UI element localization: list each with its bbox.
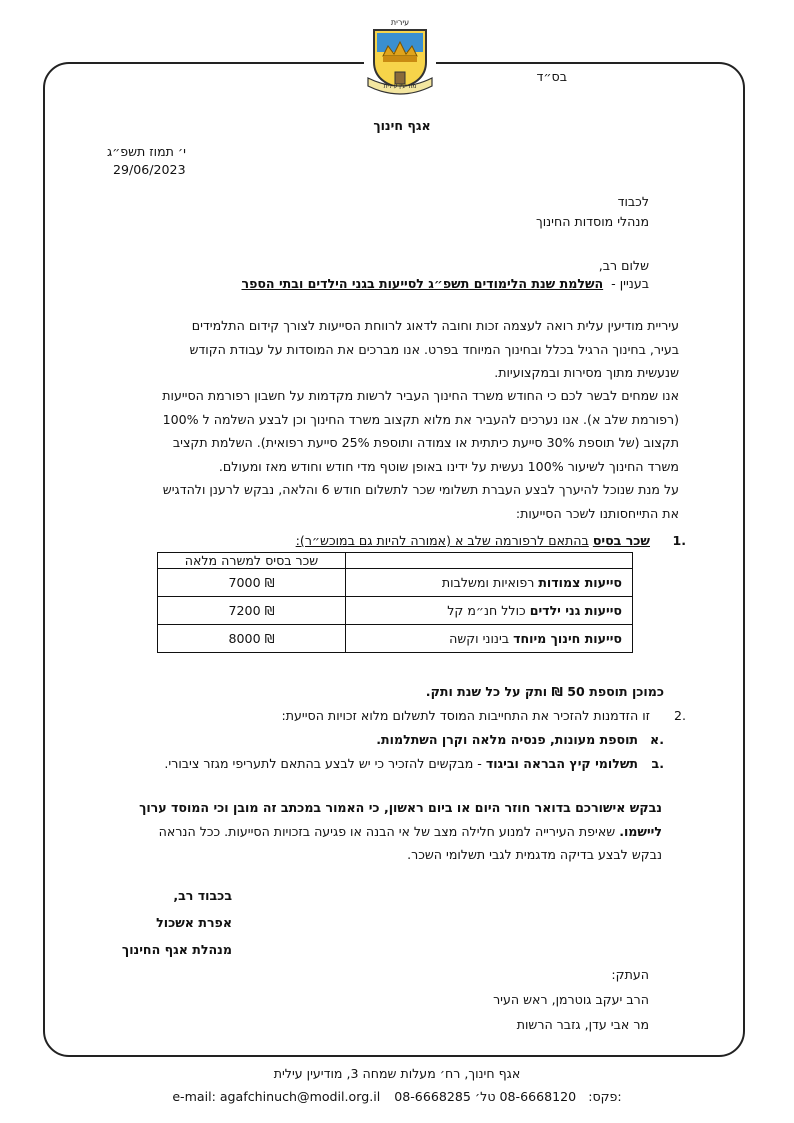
table-header-empty xyxy=(346,553,633,569)
recipient-name: מנהלי מוסדות החינוך xyxy=(535,214,649,229)
subject-prefix: בעניין - xyxy=(611,276,649,291)
table-row-amount: 7200 ₪ xyxy=(158,597,346,625)
text-line: אנו שמחים לבשר לכם כי החודש משרד החינוך העביר לרשות מקדמות על חשבון רפורמת הסייעות xyxy=(162,388,679,403)
section-1-title xyxy=(296,533,650,548)
footer-fax-label: פקס: xyxy=(588,1089,618,1104)
text-line: תקצוב (של תוספת 30% סייעת כיתתית או צמודה ותוספת 25% סייעת רפואית). השלמת תקציב xyxy=(172,435,679,450)
seniority-note: כמוכן תוספת 50 ₪ ותק על כל שנת ותק. xyxy=(425,684,664,699)
footer-phone-label: טל׳: xyxy=(474,1089,622,1104)
city-emblem xyxy=(364,16,436,102)
item-a-text: תוספת מעונות, פנסיה מלאה וקרן השתלמות. xyxy=(376,732,638,747)
section-2-number: 2. xyxy=(673,708,686,723)
subject-line xyxy=(242,276,650,291)
section-1-title-rest: בהתאם לרפורמה שלב א (אמורה להיות גם במוכש״ר): xyxy=(295,533,589,548)
footer-fax-number: 08-6668285 xyxy=(394,1089,471,1104)
recipient-salutation: לכבוד xyxy=(617,194,649,209)
signature-block xyxy=(122,882,232,963)
text-line: ליישמו. שאיפת העירייה למנוע חלילה מצב של אי הבנה או פגיעה בזכויות הסייעות. ככל הנראה xyxy=(158,823,662,839)
text-line: (רפורמת שלב א). אנו נערכים להעביר את מלוא תקצוב משרד החינוך וכן לבצע השלמה ל 100% xyxy=(162,411,679,427)
table-header-row xyxy=(158,553,633,569)
table-row xyxy=(158,597,633,625)
section-2-intro: זו הזדמנות להזכיר את התחייבות המוסד לתשלום מלוא זכויות הסייעת: xyxy=(281,708,650,723)
salary-table xyxy=(157,552,633,653)
cc-recipient: הרב יעקב גוטרמן, ראש העיר xyxy=(493,992,649,1007)
footer-contact xyxy=(0,1086,794,1108)
text-line: משרד החינוך לשיעור 100% נעשית על ידינו באופן שוטף מדי חודש וחודש מאז ומעולם. xyxy=(218,458,679,474)
body-paragraph-3 xyxy=(163,478,679,525)
section-1-title-bold: שכר בסיס xyxy=(592,533,650,548)
emblem-city-label: עירית xyxy=(390,18,410,27)
gregorian-date: 29/06/2023 xyxy=(113,162,186,177)
text-line: בעיר, בחינוך הרגיל בכלל ובחינוך המיוחד בפרט. אנו מברכים את המוסדות על עבודת הקודש xyxy=(189,341,679,357)
body-paragraph-1 xyxy=(189,314,679,385)
table-row xyxy=(158,625,633,653)
table-row xyxy=(158,569,633,597)
text-line: שנעשית מתוך מסירות ובמקצועיות. xyxy=(494,365,679,380)
section-1-number: 1. xyxy=(672,533,686,548)
text-line: על מנת שנוכל להיערך לבצע העברת תשלומי שכר לתשלום חודש 6 והלאה, נבקש לרענן ולהדגיש xyxy=(162,482,679,497)
signature-closing: בכבוד רב, xyxy=(173,888,232,903)
footer-email[interactable]: e-mail: agafchinuch@modil.org.il xyxy=(172,1089,381,1104)
table-row-label: סייעות חינוך מיוחד בינוני וקשה xyxy=(346,625,633,653)
body-paragraph-2 xyxy=(162,384,679,478)
cc-recipient: מר אבי עדן, גזבר הרשות xyxy=(516,1017,649,1032)
text-line: את התייחסותנו לשכר הסייעות: xyxy=(515,505,679,521)
bsd-mark: בס״ד xyxy=(536,69,567,84)
signature-title: מנהלת אגף החינוך xyxy=(121,942,232,957)
item-a-letter: א. xyxy=(650,732,664,747)
text-line: נבקש לבצע בדיקה מדגמית לגבי תשלומי השכר. xyxy=(407,847,662,862)
signature-name: אפרת אשכול xyxy=(156,915,232,930)
cc-title: העתק: xyxy=(611,967,649,982)
greeting: שלום רב, xyxy=(598,258,649,273)
emblem-ribbon-text: מודיעין עילית xyxy=(383,83,417,90)
table-row-amount: 8000 ₪ xyxy=(158,625,346,653)
table-row-label: סייעות גני ילדים כולל חנ״מ קל xyxy=(346,597,633,625)
item-b-text: תשלומי קיץ הבראה וביגוד - מבקשים להזכיר כי יש לבצע בהתאם לתעריפי מגזר ציבורי. xyxy=(164,756,638,771)
table-row-amount: 7000 ₪ xyxy=(158,569,346,597)
hebrew-date: י׳ תמוז תשפ״ג xyxy=(106,144,186,159)
item-b-letter: ב. xyxy=(651,756,664,771)
footer-address: אגף חינוך, רח׳ מעלות שמחה 3, מודיעין עילית xyxy=(273,1066,521,1081)
table-row-label: סייעות צמודות רפואיות ומשלבות xyxy=(346,569,633,597)
footer-phone-number: 08-6668120 xyxy=(499,1089,577,1104)
table-header-cell: שכר בסיס למשרה מלאה xyxy=(158,553,346,569)
cc-block xyxy=(493,962,649,1037)
text-line: נבקש אישורכם בדואר חוזר היום או ביום ראשון, כי האמור במכתב זה מובן וכי המוסד ערוך xyxy=(139,800,662,815)
text-line: עיריית מודיעין עלית רואה לעצמה זכות וחובה לדאוג לרווחת הסייעות לצורך קידום התלמידים xyxy=(191,318,679,333)
subject-text: השלמת שנת הלימודים תשפ״ג לסייעות בגני הילדים ובתי הספר xyxy=(241,276,604,291)
department-title: אגף חינוך xyxy=(373,118,431,133)
closing-paragraph xyxy=(139,796,662,867)
